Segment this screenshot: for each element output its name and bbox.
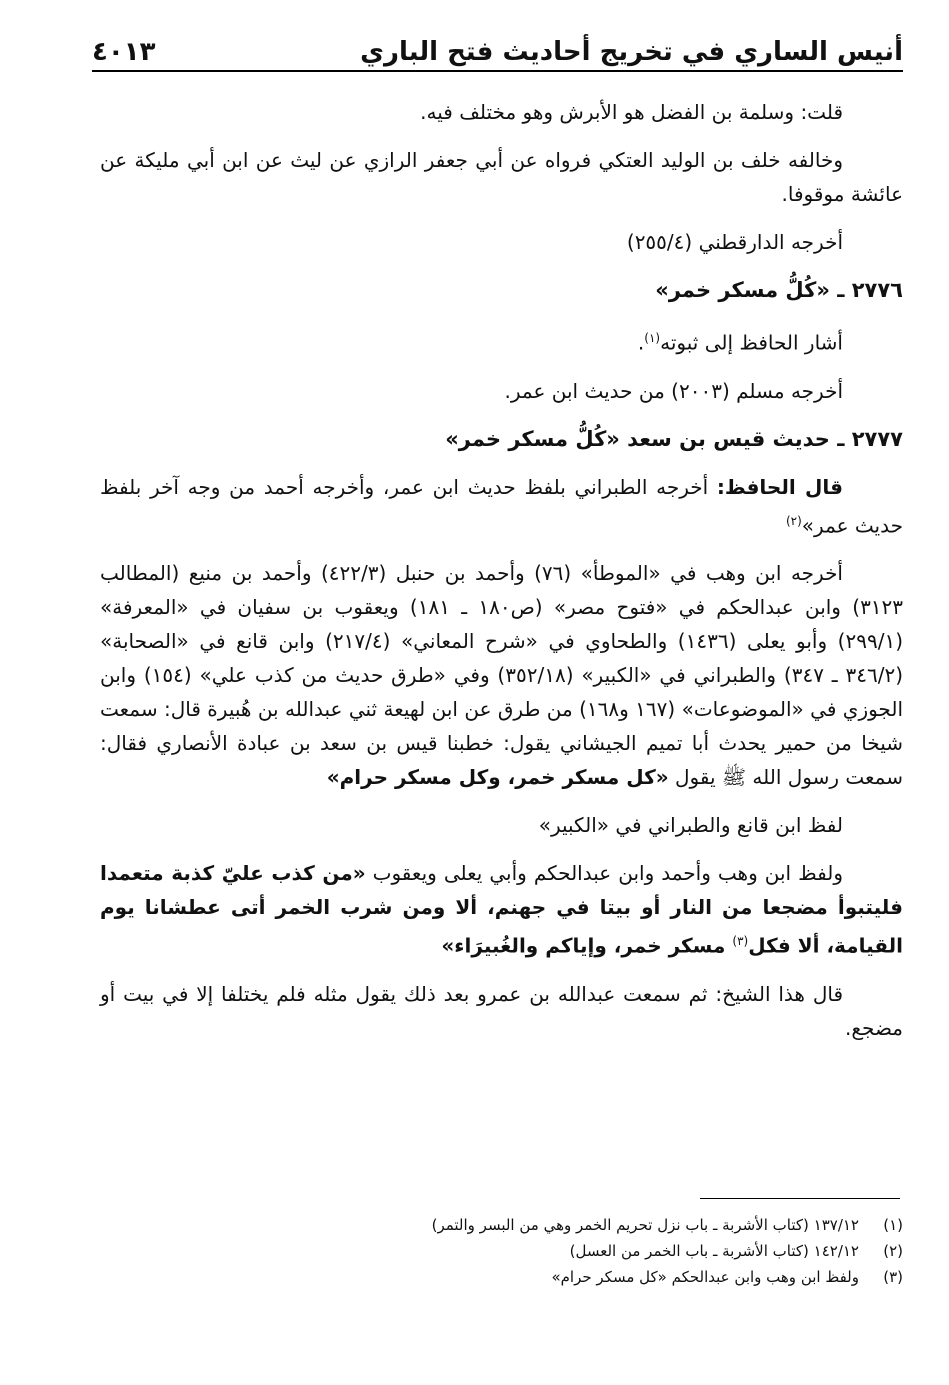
footnote-ref: (١): [644, 331, 661, 345]
paragraph: وخالفه خلف بن الوليد العتكي فرواه عن أبي جعفر الرازي عن ليث عن ابن أبي مليكة عن عائشة موقوفا.: [100, 148, 903, 206]
running-header: [92, 30, 903, 72]
footnote-text: ١٤٢/١٢ (كتاب الأشربة ـ باب الخمر من العسل): [569, 1242, 859, 1260]
paragraph: لفظ ابن قانع والطبراني في «الكبير»: [538, 813, 843, 838]
paragraph: قال هذا الشيخ: ثم سمعت عبدالله بن عمرو بعد ذلك يقول مثله فلم يختلفا إلا في بيت أو مضجع.: [100, 981, 903, 1040]
footnote-number: (٣): [883, 1268, 903, 1286]
text-span: أخرجه الطبراني بلفظ حديث ابن عمر، وأخرجه أحمد من وجه آخر بلفظ حديث عمر»: [100, 474, 903, 538]
paragraph: [100, 856, 903, 963]
footnote: [100, 1264, 903, 1290]
footnote-text: ولفظ ابن وهب وابن عبدالحكم «كل مسكر حرام»: [551, 1268, 859, 1286]
footnote-text: ١٣٧/١٢ (كتاب الأشربة ـ باب نزل تحريم الخمر وهي من البسر والتمر): [431, 1216, 859, 1234]
footnote: [100, 1212, 903, 1238]
paragraph: أخرجه مسلم (٢٠٠٣) من حديث ابن عمر.: [504, 378, 843, 403]
running-title: أنيس الساري في تخريج أحاديث فتح الباري: [360, 37, 903, 67]
footnote-ref: (٢): [785, 513, 802, 528]
paragraph: قلت: وسلمة بن الفضل هو الأبرش وهو مختلف فيه.: [420, 100, 843, 124]
main-text: [100, 95, 903, 1059]
bold-quote: مسكر خمر، وإياكم والغُبيرَاء»: [441, 933, 733, 958]
footnote-ref: (٣): [732, 934, 749, 949]
footnote-separator: [700, 1198, 900, 1199]
bold-quote: «من كذب عليّ كذبة متعمدا فليتبوأ مضجعا من النار أو بيتا في جهنم، ألا ومن شرب الخمر أتى عطشانا يوم القيامة، ألا فكل: [100, 861, 903, 958]
paragraph: [100, 556, 903, 794]
paragraph: [100, 321, 903, 360]
hadith-heading-2776: ٢٧٧٦ ـ «كُلُّ مسكر خمر»: [655, 278, 903, 302]
footnote-number: (١): [883, 1216, 903, 1234]
footnote-number: (٢): [883, 1242, 903, 1260]
footnote: [100, 1238, 903, 1264]
footnotes: [100, 1212, 903, 1290]
paragraph: [100, 470, 903, 543]
bold-lead: قال الحافظ:: [716, 474, 843, 499]
text-span: أخرجه ابن وهب في «الموطأ» (٧٦) وأحمد بن حنبل (٤٢٢/٣) وأحمد بن منيع (المطالب ٣١٢٣) وابن عبدالحكم في «فتوح مصر» (ص١٨٠ ـ ١٨١) ويعقوب بن سفيان في «المعرفة» (٢٩٩/١) وأبو يعلى (١٤٣٦) والطحاوي في «شرح المعاني» (٢١٧/٤) وابن قانع في «الصحابة» (٣٤٦/٢ ـ ٣٤٧) والطبراني في «الكبير» (٣٥٢/١٨) وفي «طرق حديث من كذب علي» (١٥٤) وابن الجوزي في «الموضوعات» (١٦٧ و١٦٨) من طرق عن ابن لهيعة ثني عبدالله بن هُبيرة قال: سمعت شيخا من حمير يحدث أبا تميم الجيشاني يقول: خطبنا قيس بن سعد بن عبادة الأنصاري فقال: سمعت رسول الله ﷺ يقول: [100, 561, 904, 790]
text-span: ولفظ ابن وهب وأحمد وابن عبدالحكم وأبي يعلى ويعقوب: [365, 861, 843, 886]
page-number: ٤٠١٣: [92, 37, 156, 67]
text-span: أشار الحافظ إلى ثبوته: [660, 330, 843, 355]
paragraph: أخرجه الدارقطني (٢٥٥/٤): [626, 230, 843, 254]
text-span: .: [637, 330, 645, 355]
bold-quote: «كل مسكر خمر، وكل مسكر حرام»: [326, 765, 669, 790]
hadith-heading-2777: ٢٧٧٧ ـ حديث قيس بن سعد «كُلُّ مسكر خمر»: [445, 426, 903, 451]
